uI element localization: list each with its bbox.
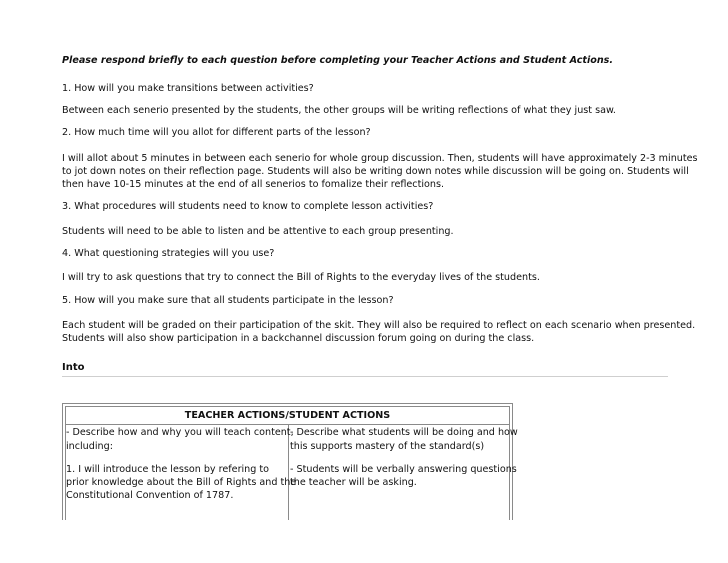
answer-2-line-3: then have 10-15 minutes at the end of all senerios to fomalize their reflections. [62, 179, 445, 190]
student-cell-line-5: the teacher will be asking. [290, 477, 417, 488]
table-title: TEACHER ACTIONS/STUDENT ACTIONS [184, 410, 391, 421]
answer-2-line-1: I will allot about 5 minutes in between each senerio for whole group discussion. Then, students will have approximately 2-3 minutes [62, 153, 698, 164]
teacher-cell-line-2: including: [66, 441, 113, 452]
student-cell-line-1: - Describe what students will be doing and how [290, 427, 518, 438]
answer-3-line-1: Students will need to be able to listen and be attentive to each group presenting. [62, 226, 454, 237]
teacher-cell-line-5: prior knowledge about the Bill of Rights and the [66, 477, 297, 488]
question-2: 2. How much time will you allot for different parts of the lesson? [62, 127, 371, 138]
answer-2-line-2: to jot down notes on their reflection page. Students will also be writing down notes while discussion will be going on. Students will [62, 166, 689, 177]
question-5: 5. How will you make sure that all students participate in the lesson? [62, 295, 394, 306]
section-divider [62, 376, 668, 377]
answer-4-line-1: I will try to ask questions that try to connect the Bill of Rights to the everyday lives of the students. [62, 272, 540, 283]
question-1: 1. How will you make transitions between activities? [62, 83, 314, 94]
intro-instruction: Please respond briefly to each question before completing your Teacher Actions and Student Actions. [62, 55, 614, 66]
teacher-cell-line-1: - Describe how and why you will teach content, [66, 427, 294, 438]
actions-table [62, 403, 518, 520]
question-4: 4. What questioning strategies will you use? [62, 248, 275, 259]
section-heading-into: Into [62, 362, 85, 373]
actions-table-inner [65, 406, 518, 520]
teacher-cell-line-6: Constitutional Convention of 1787. [66, 490, 234, 501]
student-cell-line-4: - Students will be verbally answering questions [290, 464, 517, 475]
student-cell-line-2: this supports mastery of the standard(s) [290, 441, 485, 452]
answer-5-line-1: Each student will be graded on their participation of the skit. They will also be required to reflect on each scenario when presented. [62, 320, 696, 331]
teacher-cell-line-4: 1. I will introduce the lesson by refering to [66, 464, 270, 475]
answer-5-line-2: Students will also show participation in a backchannel discussion forum going on during the class. [62, 333, 535, 344]
answer-1-line-1: Between each senerio presented by the students, the other groups will be writing reflections of what they just saw. [62, 105, 616, 116]
question-3: 3. What procedures will students need to know to complete lesson activities? [62, 201, 434, 212]
